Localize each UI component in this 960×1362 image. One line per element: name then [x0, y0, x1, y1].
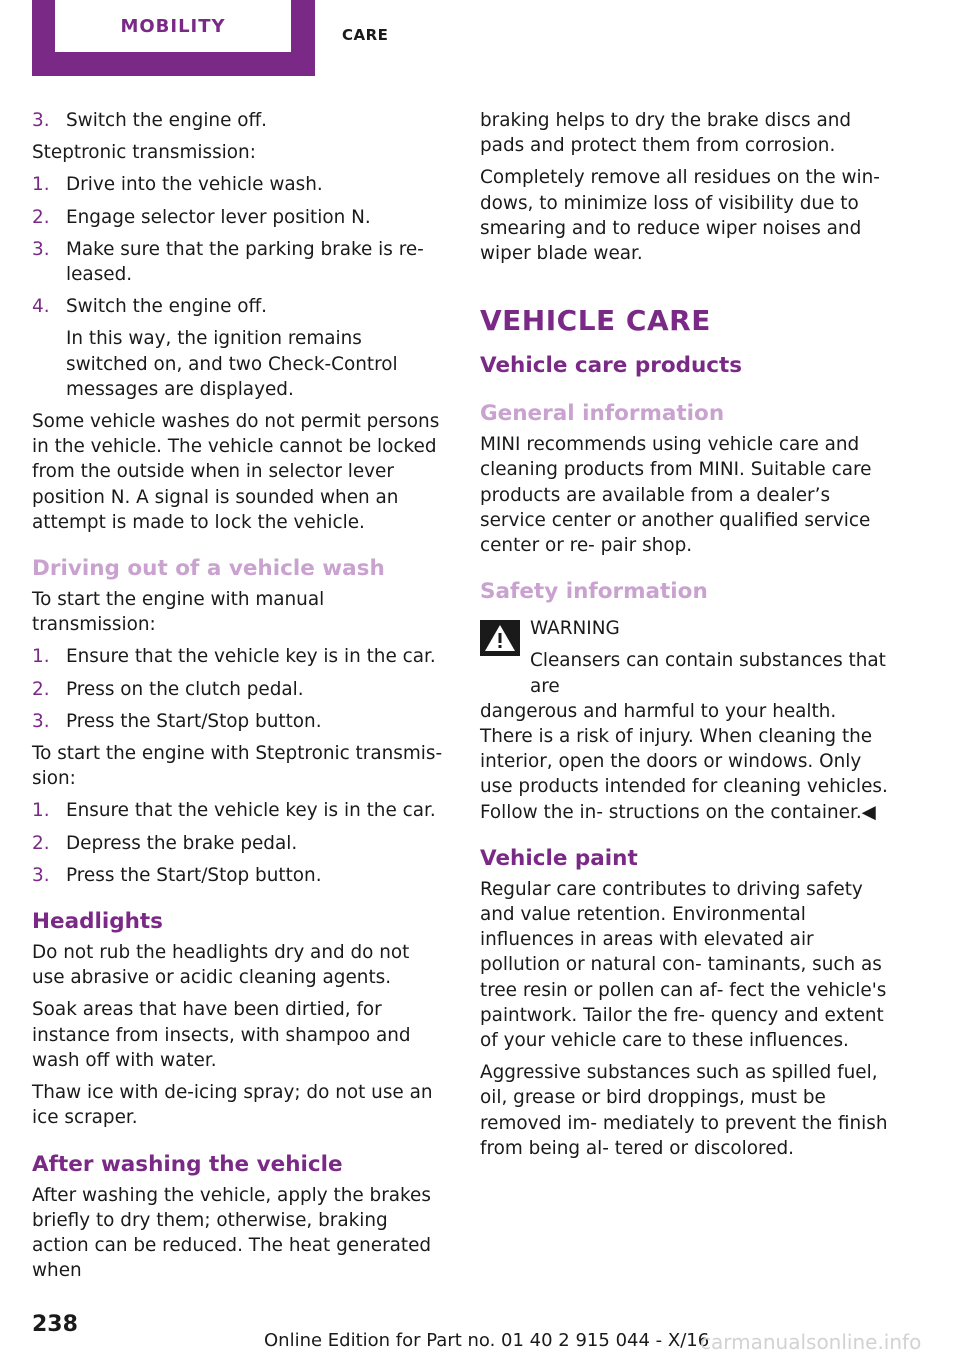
steps-list-steptronic [32, 172, 446, 402]
section-title-vehicle-care: VEHICLE CARE [480, 304, 711, 338]
warning-label: WARNING [530, 618, 620, 640]
continued-paragraph-2: Completely remove all residues on the win‐ dows, to minimize loss of visibility due to smearing and to reduce wiper noises and wiper blade wear. [480, 167, 880, 265]
tab-care[interactable]: CARE [342, 26, 389, 44]
list-item [32, 205, 446, 230]
list-subtext: In this way, the ignition remains switched on, and two Check-Control messages are displayed. [66, 328, 398, 400]
after-washing-paragraph: After washing the vehicle, apply the brakes briefly to dry them; otherwise, braking action can be reduced. The heat generated when [32, 1184, 432, 1282]
list-text: Make sure that the parking brake is re‐ leased. [66, 238, 424, 286]
headlights-paragraph-1: Do not rub the headlights dry and do not use abrasive or acidic cleaning agents. [32, 942, 410, 989]
heading-driving-out: Driving out of a vehicle wash [32, 556, 385, 582]
list-number: 4. [32, 296, 50, 318]
list-text: Ensure that the vehicle key is in the car. [66, 646, 436, 668]
list-number: 2. [32, 832, 50, 854]
list-item [32, 172, 446, 197]
tab-mobility[interactable] [32, 0, 315, 76]
paragraph-vehicle-wash: Some vehicle washes do not permit persons in the vehicle. The vehicle cannot be locked from the outside when in selector lever position N. A signal is sounded when an attempt is made to lock the vehicle. [32, 411, 440, 533]
list-item [32, 863, 446, 888]
headlights-paragraph-2: Soak areas that have been dirtied, for instance from insects, with shampoo and wash off with water. [32, 999, 411, 1071]
heading-vehicle-paint: Vehicle paint [480, 845, 638, 871]
list-item [32, 644, 446, 669]
tab-mobility-label: MOBILITY [55, 0, 291, 52]
list-number: 2. [32, 206, 50, 228]
list-text: Press on the clutch pedal. [66, 678, 304, 700]
warning-triangle-icon [480, 620, 520, 656]
steptronic-intro: To start the engine with Steptronic transmis‐ sion: [32, 743, 443, 790]
warning-block [480, 616, 894, 825]
list-text: Press the Start/Stop button. [66, 710, 322, 732]
right-column [480, 108, 894, 1168]
page-number: 238 [32, 1312, 78, 1337]
headlights-paragraph-3: Thaw ice with de-icing spray; do not use an ice scraper. [32, 1082, 433, 1129]
left-column [32, 108, 446, 1290]
list-text: Drive into the vehicle wash. [66, 174, 323, 196]
vehicle-paint-paragraph-2: Aggressive substances such as spilled fuel, oil, grease or bird droppings, must be removed im‐ mediately to prevent the finish from being al‐ tered or discolored. [480, 1062, 888, 1159]
heading-headlights: Headlights [32, 909, 163, 935]
list-text: Switch the engine off. [66, 110, 268, 131]
list-item [32, 108, 446, 133]
list-item [32, 709, 446, 734]
list-number: 2. [32, 678, 50, 700]
list-item [32, 831, 446, 856]
list-number: 1. [32, 800, 50, 822]
list-item [32, 677, 446, 702]
steps-list-start-steptronic [32, 798, 446, 888]
list-text: Ensure that the vehicle key is in the car. [66, 800, 436, 822]
page-header [0, 0, 960, 78]
continued-paragraph-1: braking helps to dry the brake discs and pads and protect them from corrosion. [480, 110, 852, 157]
heading-after-washing: After washing the vehicle [32, 1151, 343, 1177]
list-number: 3. [32, 110, 50, 131]
heading-vehicle-care-products: Vehicle care products [480, 353, 743, 379]
edition-note: Online Edition for Part no. 01 40 2 915 044 - X/16 [264, 1330, 710, 1351]
list-item [32, 237, 446, 287]
list-item [32, 798, 446, 823]
heading-general-information: General information [480, 401, 725, 427]
list-text: Press the Start/Stop button. [66, 864, 322, 886]
list-number: 3. [32, 238, 50, 260]
list-number: 1. [32, 646, 50, 668]
list-number: 3. [32, 710, 50, 732]
vehicle-paint-paragraph-1: Regular care contributes to driving safety and value retention. Environmental influences in areas with elevated air pollution or natural con‐ taminants, such as tree resin or pollen can af‐ fect the vehicle's paintwork. Tailor the fre‐ quency and extent of your vehicle care to these influences. [480, 878, 887, 1052]
watermark: carmanualsonline.info [700, 1330, 922, 1354]
list-text: Depress the brake pedal. [66, 832, 298, 854]
list-number: 3. [32, 864, 50, 886]
list-number: 1. [32, 174, 50, 196]
list-text: Engage selector lever position N. [66, 206, 371, 228]
manual-intro: To start the engine with manual transmission: [32, 589, 325, 636]
heading-safety-information: Safety information [480, 579, 708, 605]
steptronic-label: Steptronic transmission: [32, 142, 256, 164]
list-text: Switch the engine off. [66, 296, 268, 318]
steps-list-start-manual [32, 644, 446, 734]
steps-list-manual-end [32, 108, 446, 133]
warning-body: dangerous and harmful to your health. There is a risk of injury. When cleaning the interior, open the doors or windows. Only use products intended for cleaning vehicles. Follow the in‐ structions on the container.◀ [480, 700, 888, 823]
general-information-paragraph: MINI recommends using vehicle care and cleaning products from MINI. Suitable care products are available from a dealer’s service center or another qualified service center or re‐ pair shop. [480, 434, 872, 557]
warning-first-line: Cleansers can contain substances that are [530, 650, 886, 697]
list-item [32, 294, 446, 402]
